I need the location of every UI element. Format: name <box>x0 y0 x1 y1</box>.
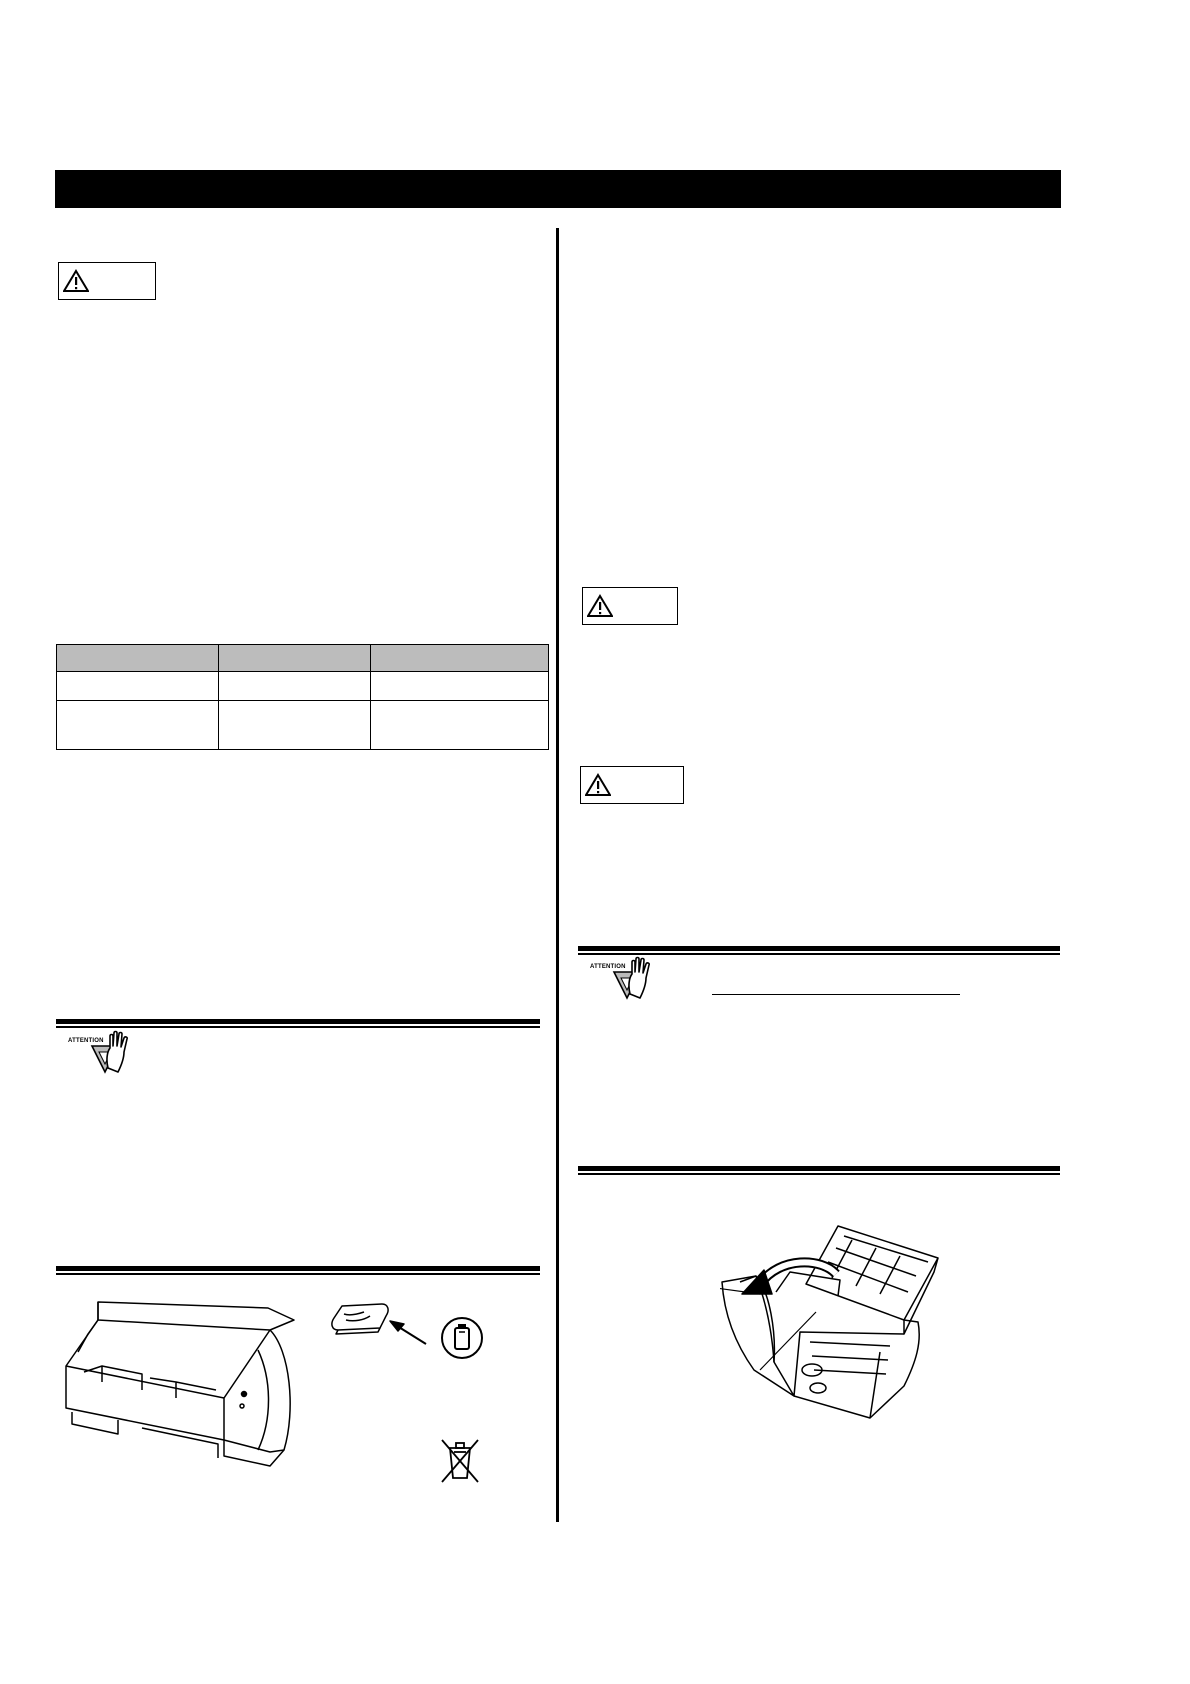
underlined-reference <box>712 980 960 995</box>
attention-block-1 <box>68 1030 140 1074</box>
table-cell <box>57 672 219 701</box>
table-header-cell <box>57 645 219 672</box>
table-row <box>57 701 549 750</box>
battery-circle-icon <box>440 1316 484 1360</box>
section-rule-right <box>578 1166 1060 1175</box>
attention-rule-1 <box>56 1019 540 1028</box>
warning-triangle-icon <box>585 773 611 797</box>
attention-block-2 <box>590 956 662 1000</box>
attention-word: ATTENTION <box>68 1038 104 1044</box>
table-cell <box>371 701 549 750</box>
table-header-cell <box>219 645 371 672</box>
table-cell <box>219 672 371 701</box>
section-rule-left <box>56 1266 540 1275</box>
warning-triangle-icon <box>63 269 89 293</box>
battery-pack-icon <box>330 1300 430 1350</box>
table-cell <box>219 701 371 750</box>
scanner-closed-illustration <box>58 1290 298 1480</box>
column-divider <box>556 228 559 1522</box>
table-cell <box>371 672 549 701</box>
warning-box-3 <box>580 766 684 804</box>
attention-hand-icon <box>68 1030 140 1079</box>
attention-word: ATTENTION <box>590 964 626 970</box>
spec-table <box>56 644 549 750</box>
warning-triangle-icon <box>587 594 613 618</box>
attention-rule-2 <box>578 946 1060 955</box>
table-cell <box>57 701 219 750</box>
crossed-bin-icon <box>440 1438 480 1484</box>
table-row <box>57 672 549 701</box>
warning-box-2 <box>582 587 678 625</box>
warning-box-1 <box>58 262 156 300</box>
table-header-cell <box>371 645 549 672</box>
scanner-open-illustration <box>720 1222 960 1422</box>
table-header-row <box>57 645 549 672</box>
attention-hand-icon <box>590 956 662 1005</box>
section-header-bar <box>55 170 1061 208</box>
